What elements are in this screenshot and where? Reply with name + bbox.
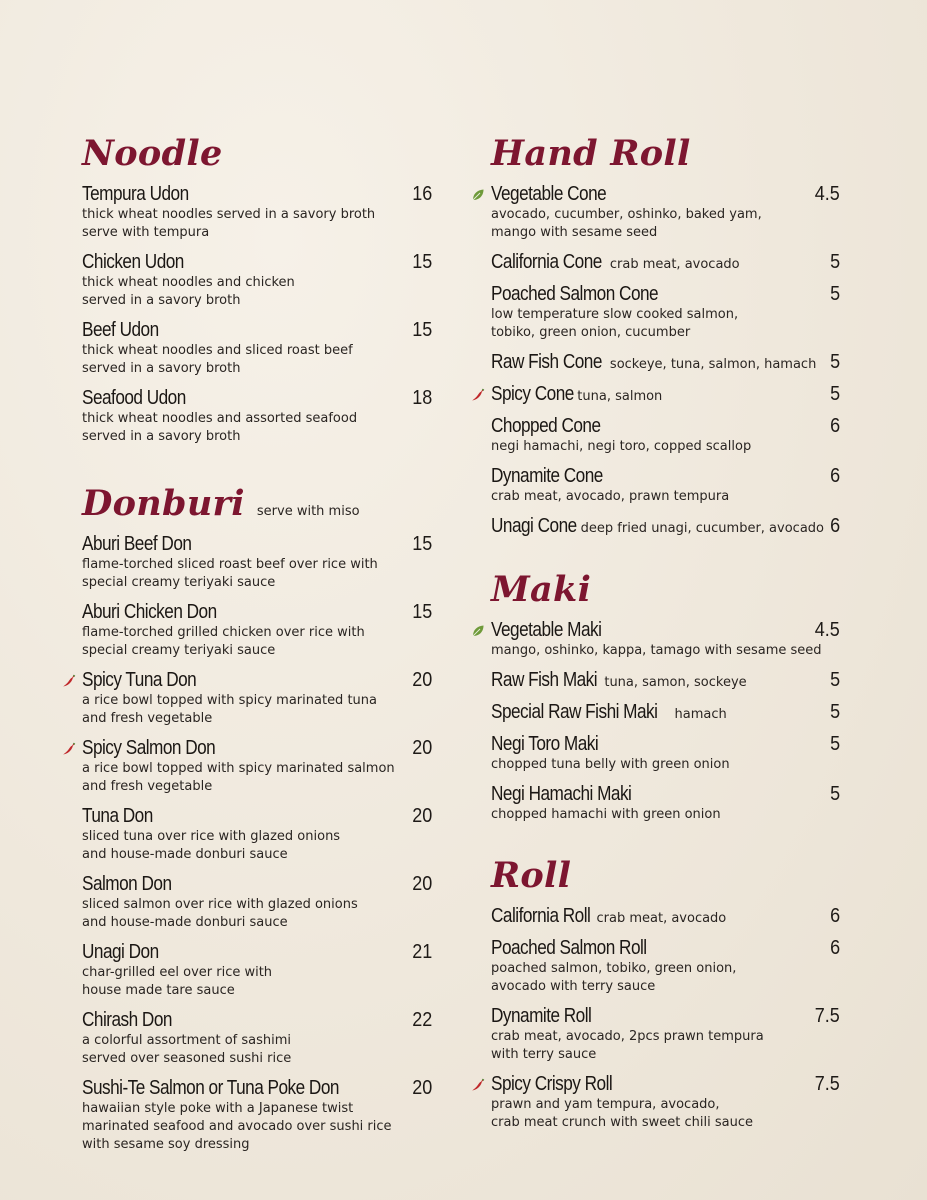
section-roll (491, 854, 840, 1132)
item-description: hawaiian style poke with a Japanese twist marinated seafood and avocado over sushi rice with sesame soy dressing (82, 1101, 392, 1152)
item-description: flame-torched sliced roast beef over rice with special creamy teriyaki sauce (82, 557, 378, 590)
menu-item (491, 936, 840, 996)
menu-item (82, 736, 432, 796)
menu-item (82, 872, 432, 932)
item-inline-description: crab meat, avocado (609, 257, 740, 272)
item-price: 15 (411, 319, 432, 341)
item-name: Tuna Don (82, 805, 153, 827)
menu-item (82, 804, 432, 864)
item-description: a rice bowl topped with spicy marinated tuna and fresh vegetable (82, 693, 377, 726)
item-price: 7.5 (814, 1073, 840, 1095)
item-name: Chicken Udon (82, 251, 184, 273)
roll-heading (491, 854, 840, 898)
item-price: 4.5 (814, 619, 840, 641)
item-description: crab meat, avocado, prawn tempura (491, 489, 730, 504)
item-description: thick wheat noodles served in a savory broth serve with tempura (82, 207, 376, 240)
item-price: 6 (829, 937, 840, 959)
item-price: 20 (411, 873, 432, 895)
item-name: Spicy Crispy Roll (491, 1073, 613, 1095)
menu-item (491, 414, 840, 456)
item-price: 5 (829, 283, 840, 305)
chili-pepper-icon (62, 673, 76, 687)
item-name: Vegetable Cone (491, 183, 607, 205)
menu-item (491, 350, 840, 374)
item-description: thick wheat noodles and assorted seafood served in a savory broth (82, 411, 358, 444)
item-name: Aburi Chicken Don (82, 601, 217, 623)
item-price: 20 (411, 669, 432, 691)
item-description: a colorful assortment of sashimi served over seasoned sushi rice (82, 1033, 292, 1066)
item-name: Chirash Don (82, 1009, 172, 1031)
item-price: 4.5 (814, 183, 840, 205)
item-description: chopped hamachi with green onion (491, 807, 721, 822)
item-name: Salmon Don (82, 873, 172, 895)
noodle-title: Noodle (82, 133, 223, 174)
menu-item (491, 732, 840, 774)
item-name: Aburi Beef Don (82, 533, 192, 555)
item-name: Special Raw Fishi Maki (491, 701, 658, 723)
item-price: 20 (411, 737, 432, 759)
item-price: 18 (411, 387, 432, 409)
item-name: Beef Udon (82, 319, 159, 341)
item-name: Dynamite Cone (491, 465, 603, 487)
item-name: Spicy Salmon Don (82, 737, 216, 759)
item-description: char-grilled eel over rice with house made tare sauce (82, 965, 273, 998)
leaf-icon (471, 187, 485, 201)
item-description: poached salmon, tobiko, green onion, avocado with terry sauce (491, 961, 737, 994)
item-description: crab meat, avocado, 2pcs prawn tempura with terry sauce (491, 1029, 764, 1062)
item-description: mango, oshinko, kappa, tamago with sesame seed (491, 643, 822, 658)
menu-item (82, 250, 432, 310)
item-inline-description: tuna, salmon (577, 389, 663, 404)
menu-item (491, 514, 840, 538)
item-name: Spicy Cone (491, 383, 574, 405)
menu-item (491, 382, 840, 406)
item-price: 16 (411, 183, 432, 205)
menu-item (82, 182, 432, 242)
menu-item (82, 940, 432, 1000)
leaf-icon (471, 623, 485, 637)
item-name: Dynamite Roll (491, 1005, 592, 1027)
item-inline-description: crab meat, avocado (596, 911, 727, 926)
item-inline-description: hamach (674, 707, 727, 722)
item-description: chopped tuna belly with green onion (491, 757, 730, 772)
menu-item (491, 282, 840, 342)
section-donburi (82, 482, 432, 1154)
item-description: a rice bowl topped with spicy marinated salmon and fresh vegetable (82, 761, 395, 794)
item-description: sliced salmon over rice with glazed onions and house-made donburi sauce (82, 897, 358, 930)
chili-pepper-icon (471, 1077, 485, 1091)
item-price: 22 (411, 1009, 432, 1031)
item-price: 5 (829, 383, 840, 405)
menu-item (491, 700, 840, 724)
item-description: sliced tuna over rice with glazed onions and house-made donburi sauce (82, 829, 341, 862)
chili-pepper-icon (62, 741, 76, 755)
item-price: 15 (411, 251, 432, 273)
item-name: Negi Toro Maki (491, 733, 599, 755)
item-price: 20 (411, 1077, 432, 1099)
item-price: 6 (829, 905, 840, 927)
item-price: 5 (829, 251, 840, 273)
item-inline-description: deep fried unagi, cucumber, avocado (580, 521, 824, 536)
item-name: Tempura Udon (82, 183, 189, 205)
item-price: 5 (829, 351, 840, 373)
item-name: Chopped Cone (491, 415, 601, 437)
maki-title: Maki (491, 569, 592, 610)
item-name: California Roll (491, 905, 591, 927)
section-hand-roll (491, 132, 840, 538)
menu-item (491, 1004, 840, 1064)
donburi-note: serve with miso (256, 504, 360, 519)
item-price: 5 (829, 701, 840, 723)
item-price: 5 (829, 733, 840, 755)
item-description: prawn and yam tempura, avocado, crab meat crunch with sweet chili sauce (491, 1097, 754, 1130)
item-description: negi hamachi, negi toro, copped scallop (491, 439, 752, 454)
item-description: flame-torched grilled chicken over rice with special creamy teriyaki sauce (82, 625, 365, 658)
item-description: low temperature slow cooked salmon, tobiko, green onion, cucumber (491, 307, 739, 340)
menu-item (491, 1072, 840, 1132)
item-inline-description: tuna, samon, sockeye (604, 675, 747, 690)
menu-item (82, 318, 432, 378)
item-price: 15 (411, 533, 432, 555)
item-inline-description: sockeye, tuna, salmon, hamach (609, 357, 817, 372)
section-noodle (82, 132, 432, 446)
noodle-heading (82, 132, 432, 176)
item-name: Vegetable Maki (491, 619, 602, 641)
item-description: thick wheat noodles and sliced roast beef served in a savory broth (82, 343, 353, 376)
chili-pepper-icon (471, 387, 485, 401)
item-name: Spicy Tuna Don (82, 669, 197, 691)
item-price: 5 (829, 669, 840, 691)
item-price: 21 (411, 941, 432, 963)
item-price: 15 (411, 601, 432, 623)
menu-item (82, 600, 432, 660)
hand-roll-heading (491, 132, 840, 176)
item-name: Negi Hamachi Maki (491, 783, 632, 805)
item-name: Seafood Udon (82, 387, 186, 409)
item-price: 6 (829, 515, 840, 537)
item-name: Poached Salmon Cone (491, 283, 659, 305)
item-name: Poached Salmon Roll (491, 937, 647, 959)
menu-item (82, 532, 432, 592)
item-name: Sushi-Te Salmon or Tuna Poke Don (82, 1077, 339, 1099)
menu-item (491, 618, 840, 660)
menu-item (491, 668, 840, 692)
item-description: thick wheat noodles and chicken served in a savory broth (82, 275, 295, 308)
item-name: California Cone (491, 251, 602, 273)
maki-heading (491, 568, 840, 612)
menu-item (82, 1076, 432, 1154)
item-name: Raw Fish Maki (491, 669, 598, 691)
item-price: 6 (829, 415, 840, 437)
section-maki (491, 568, 840, 824)
menu-item (491, 782, 840, 824)
donburi-title: Donburi (82, 483, 245, 524)
roll-title: Roll (491, 855, 572, 896)
item-name: Unagi Don (82, 941, 159, 963)
item-description: avocado, cucumber, oshinko, baked yam, mango with sesame seed (491, 207, 762, 240)
item-price: 5 (829, 783, 840, 805)
menu-item (491, 182, 840, 242)
donburi-heading (82, 482, 432, 526)
menu-item (491, 464, 840, 506)
item-name: Unagi Cone (491, 515, 577, 537)
item-price: 7.5 (814, 1005, 840, 1027)
item-price: 6 (829, 465, 840, 487)
item-price: 20 (411, 805, 432, 827)
item-name: Raw Fish Cone (491, 351, 602, 373)
hand-roll-title: Hand Roll (491, 133, 691, 174)
right-column (491, 132, 840, 1140)
menu-item (491, 250, 840, 274)
left-column (82, 132, 432, 1162)
menu-item (82, 1008, 432, 1068)
menu-item (491, 904, 840, 928)
menu-item (82, 668, 432, 728)
menu-item (82, 386, 432, 446)
